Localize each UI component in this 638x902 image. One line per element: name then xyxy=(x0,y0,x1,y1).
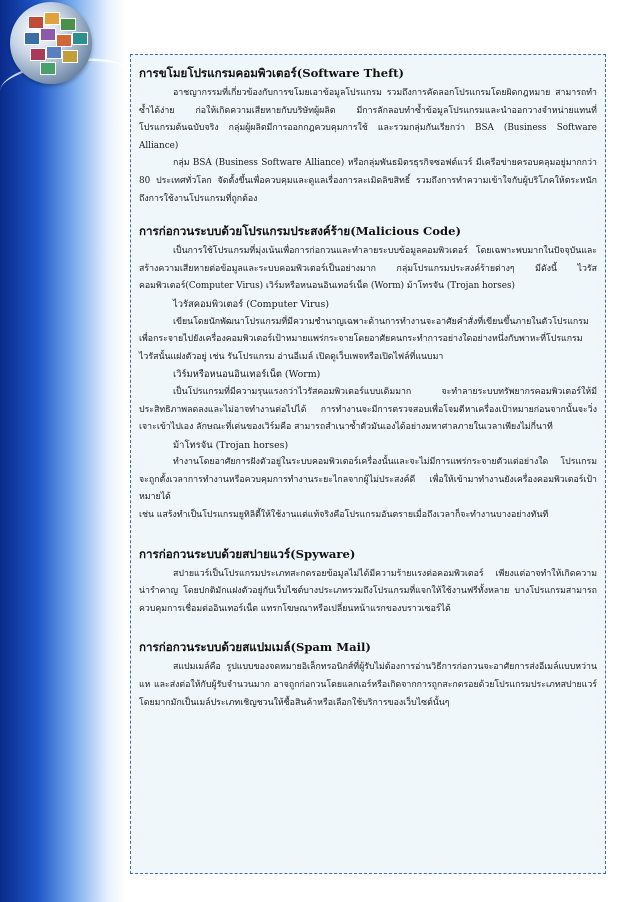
spyware-paragraph: สปายแวร์เป็นโปรแกรมประเภทสะกดรอยข้อมูลไม่ได้มีความร้ายแรงต่อคอมพิวเตอร์ เพียงแต่อาจทำให้เกิดความน่ารำคาญ โดยปกติมักแฝงตัวอยู่กับเว็บไซต์บางประเภทรวมถึงโปรแกรมที่แจกให้ใช้งานฟรีทั้งหลาย บางโปรแกรมสามารถควบคุมการเชื่อมต่ออินเทอร์เน็ต แทรกโฆษณาหรือเปลี่ยนหน้าแรกของบราวเซอร์ได้ xyxy=(139,568,597,614)
section-title-spyware: การก่อกวนระบบด้วยสปายแวร์(Spyware) xyxy=(139,546,356,561)
computer-virus-paragraph: เขียนโดยนักพัฒนาโปรแกรมที่มีความชำนาญเฉพาะด้านการทำงานจะอาศัยคำสั่งที่เขียนขึ้นภายในตัวโปรแกรมเพื่อกระจายไปยังเครื่องคอมพิวเตอร์เป้าหมายแพร่กระจายโดยอาศัยคนกระทำการอย่างใดอย่างหนึ่งกับพาหะที่โปรแกรมไวรัสนั้นแฝงตัวอยู่ เช่น รันโปรแกรม อ่านอีเมล์ เปิดดูเว็บเพจหรือเปิดไฟล์ที่แนบมา xyxy=(139,316,589,362)
section-title-spam-mail: การก่อกวนระบบด้วยสแปมเมล์(Spam Mail) xyxy=(139,640,371,655)
subheading-computer-virus: ไวรัสคอมพิวเตอร์ (Computer Virus) xyxy=(173,298,329,310)
worm-paragraph: เป็นโปรแกรมที่มีความรุนแรงกว่าไวรัสคอมพิวเตอร์แบบเดิมมาก จะทำลายระบบทรัพยากรคอมพิวเตอร์ให้มีประสิทธิภาพลดลงและไม่อาจทำงานต่อไปได้ การทำงานจะมีการตรวจสอบเพื่อโจมตีหาเครื่องเป้าหมายก่อนจากนั้นจะวิ่งเจาะเข้าไปเอง ลักษณะที่เด่นของเวิร์มคือ สามารถสำเนาซ้ำตัวมันเองได้อย่างมหาศาลภายในเวลาเพียงไม่กี่นาที xyxy=(139,386,597,433)
document-content-panel xyxy=(130,54,606,874)
trojan-horses-paragraph-2: เช่น แสร้งทำเป็นโปรแกรมยูทิลิตี้ให้ใช้งานแต่แท้จริงคือโปรแกรมอันตรายเมื่อถึงเวลาก็จะทำงานบางอย่างทันที xyxy=(139,510,549,521)
subheading-trojan-horses: ม้าโทรจัน (Trojan horses) xyxy=(173,439,289,451)
malicious-code-paragraph: เป็นการใช้โปรแกรมที่มุ่งเน้นเพื่อการก่อกวนและทำลายระบบข้อมูลคอมพิวเตอร์ โดยเฉพาะพบมากในปัจจุบันและสร้างความเสียหายต่อข้อมูลและระบบคอมพิวเตอร์เป็นอย่างมาก กลุ่มโปรแกรมประสงค์ร้ายต่างๆ มีดังนี้ ไวรัสคอมพิวเตอร์(Computer Virus) เวิร์มหรือหนอนอินเทอร์เน็ต (Worm) ม้าโทรจัน (Trojan horses) xyxy=(139,246,597,292)
subheading-worm: เวิร์มหรือหนอนอินเทอร์เน็ต (Worm) xyxy=(173,369,321,381)
decorative-left-bar xyxy=(0,0,108,902)
globe-logo-icon xyxy=(10,2,92,84)
section-title-malicious-code: การก่อกวนระบบด้วยโปรแกรมประสงค์ร้าย(Malicious Code) xyxy=(139,224,461,239)
section-spacer xyxy=(139,525,597,546)
section-spacer xyxy=(139,618,597,639)
section-spacer xyxy=(139,208,597,223)
software-theft-paragraph-2: กลุ่ม BSA (Business Software Alliance) หรือกลุ่มพันธมิตรธุรกิจซอฟต์แวร์ มีเครือข่ายครอบคลุมอยู่มากกว่า 80 ประเทศทั่วโลก จัดตั้งขึ้นเพื่อควบคุมและดูแลเรื่องการละเมิดลิขสิทธิ์ รวมถึงการทำความเข้าใจกับผู้บริโภคให้ตระหนักถึงการใช้งานโปรแกรมที่ถูกต้อง xyxy=(139,158,597,204)
software-theft-paragraph-1: อาชญากรรมที่เกี่ยวข้องกับการขโมยเอาข้อมูลโปรแกรม รวมถึงการคัดลอกโปรแกรมโดยผิดกฎหมาย สามารถทำซ้ำได้ง่าย ก่อให้เกิดความเสียหายกับบริษัทผู้ผลิต มีการลักลอบทำซ้ำข้อมูลโปรแกรมและนำออกวางจำหน่ายแทนที่โปรแกรมต้นฉบับจริง กลุ่มผู้ผลิตมีการออกกฎควบคุมการใช้ และรวมกลุ่มกันเรียกว่า BSA (Business Software Alliance) xyxy=(139,88,597,151)
trojan-horses-paragraph: ทำงานโดยอาศัยการฝังตัวอยู่ในระบบคอมพิวเตอร์เครื่องนั้นและจะไม่มีการแพร่กระจายตัวแต่อย่างใด โปรแกรมจะถูกตั้งเวลาการทำงานหรือควบคุมการทำงานระยะไกลจากผู้ไม่ประสงค์ดี เพื่อให้เข้ามาทำงานยังเครื่องคอมพิวเตอร์เป้าหมายได้ xyxy=(139,457,597,503)
left-bar-fade xyxy=(108,0,126,902)
spam-mail-paragraph: สแปมเมล์คือ รูปแบบของจดหมายอิเล็กทรอนิกส์ที่ผู้รับไม่ต้องการอ่านวิธีการก่อกวนจะอาศัยการส่งอีเมล์แบบหว่านแห และส่งต่อให้กับผู้รับจำนวนมาก อาจถูกก่อกวนโดยแลกเอร์หรือเกิดจากการถูกสะกดรอยด้วยโปรแกรมประเภทสปายแวร์โดยมากมักเป็นเมล์ประเภทเชิญชวนให้ซื้อสินค้าหรือเลือกใช้บริการของเว็บไซต์นั้นๆ xyxy=(139,662,597,708)
section-title-software-theft: การขโมยโปรแกรมคอมพิวเตอร์(Software Theft) xyxy=(139,66,404,80)
